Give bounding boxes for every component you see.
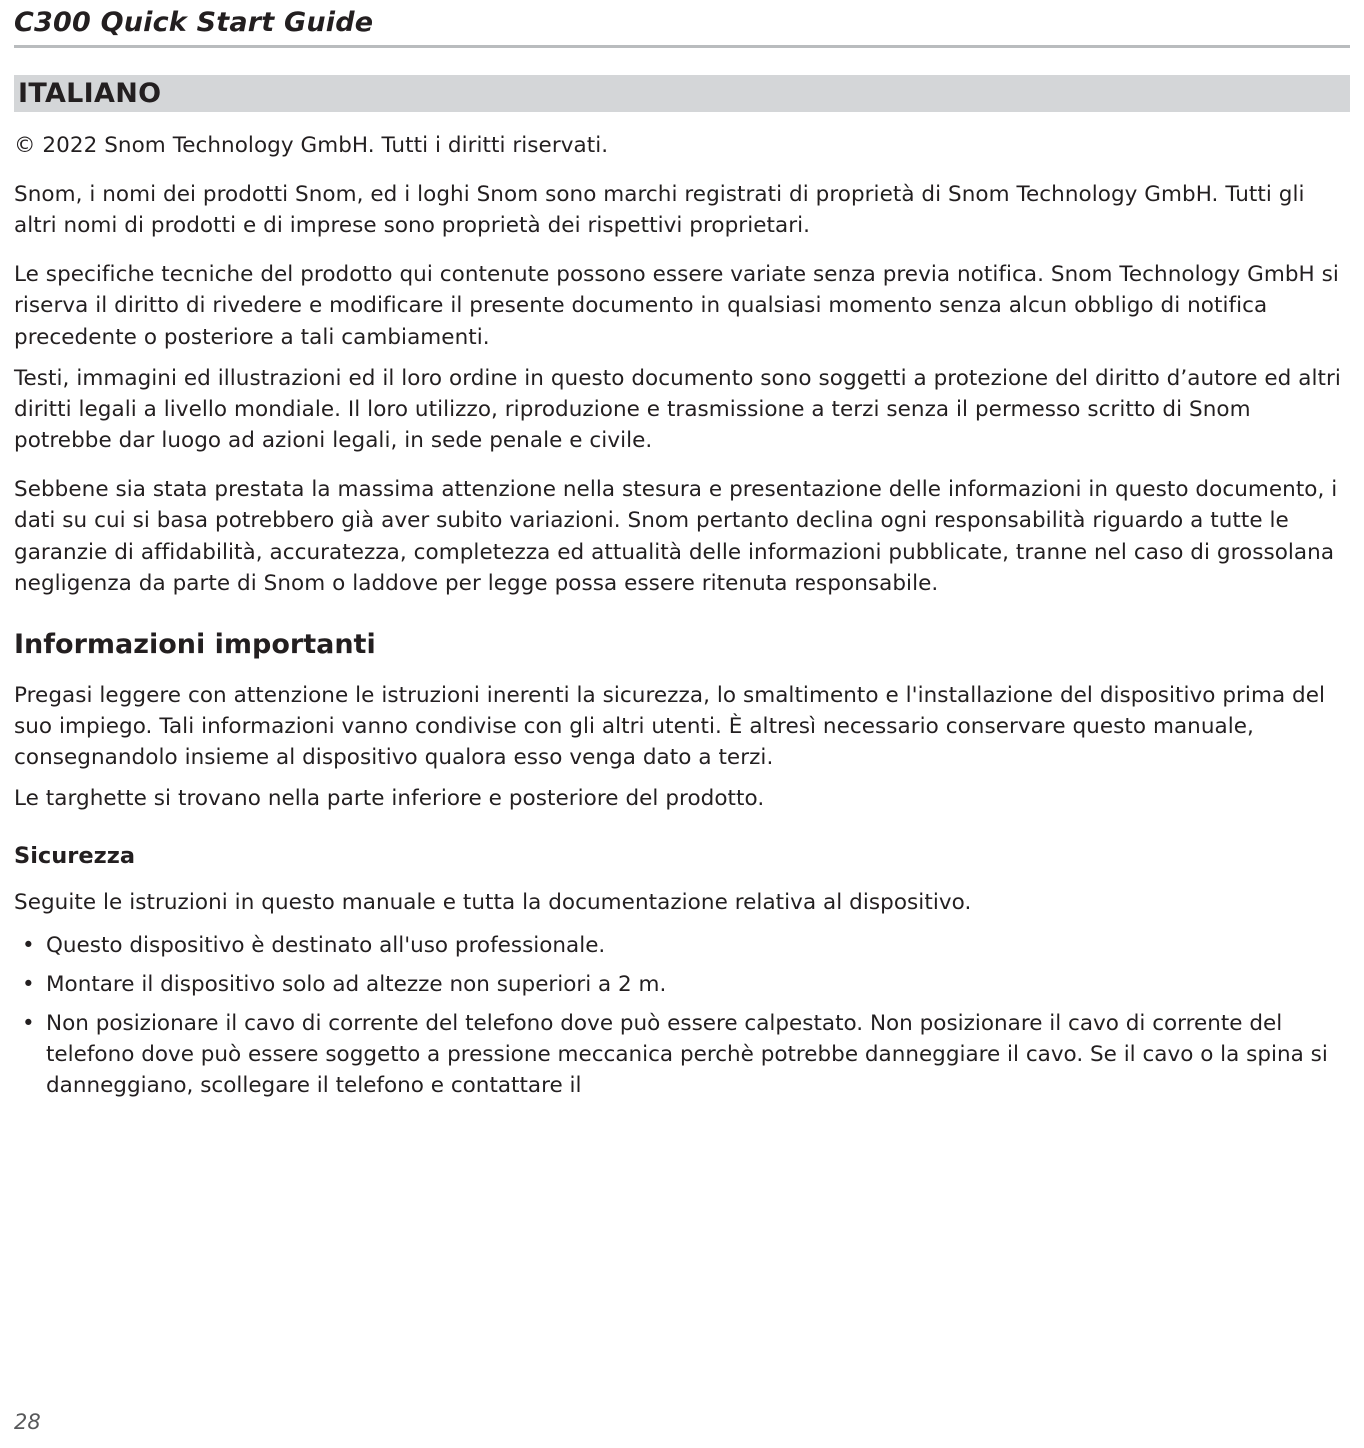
- language-label: ITALIANO: [18, 77, 162, 109]
- list-item: [14, 1008, 1350, 1110]
- copyright-paragraph: © 2022 Snom Technology GmbH. Tutti i diritti riservati.: [14, 132, 609, 158]
- header-divider: [14, 45, 1350, 48]
- labels-location-paragraph: Le targhette si trovano nella parte inferiore e posteriore del prodotto.: [14, 786, 765, 812]
- header-title: C300 Quick Start Guide: [14, 7, 374, 38]
- list-item: [14, 969, 1350, 1008]
- bullet-icon: •: [22, 1011, 35, 1037]
- language-section-bar: [14, 75, 1350, 112]
- copyright-protection-paragraph: Testi, immagini ed illustrazioni ed il loro ordine in questo documento sono soggetti a protezione del diritto d’autore ed altri diritti legali a livello mondiale. Il loro utilizzo, riproduzione e trasmissione a terzi senza il permesso scritto di Snom potrebbe dar luogo ad azioni legali, in sede penale e civile.: [14, 365, 1341, 454]
- disclaimer-paragraph: Sebbene sia stata prestata la massima attenzione nella stesura e presentazione delle informazioni in questo documento, i dati su cui si basa potrebbero già aver subito variazioni. Snom pertanto declina ogni responsabilità riguardo a tutte le garanzie di affidabilità, accuratezza, completezza ed attualità delle informazioni pubblicate, tranne nel caso di grossolana negligenza da parte di Snom o laddove per legge possa essere ritenuta responsabile.: [14, 477, 1338, 596]
- safety-bullet-list: [14, 918, 1350, 1110]
- page-header: [14, 0, 1350, 48]
- safety-intro-paragraph: Seguite le istruzioni in questo manuale e tutta la documentazione relativa al dispositivo.: [14, 889, 972, 915]
- section-heading-safety: Sicurezza: [14, 842, 136, 869]
- list-item-text: Questo dispositivo è destinato all'uso professionale.: [46, 932, 606, 958]
- bullet-icon: •: [22, 971, 35, 997]
- bullet-icon: •: [22, 932, 35, 958]
- list-item-text: Non posizionare il cavo di corrente del telefono dove può essere calpestato. Non posizionare il cavo di corrente del telefono dove può essere soggetto a pressione meccanica perchè potrebbe danneggiare il cavo. Se il cavo o la spina si danneggiano, scollegare il telefono e contattare il: [46, 1011, 1328, 1099]
- trademark-paragraph: Snom, i nomi dei prodotti Snom, ed i loghi Snom sono marchi registrati di proprietà di Snom Technology GmbH. Tutti gli altri nomi di prodotti e di imprese sono proprietà dei rispettivi proprietari.: [14, 181, 1305, 239]
- section-heading-important-info: Informazioni importanti: [14, 628, 376, 660]
- specifications-paragraph: Le specifiche tecniche del prodotto qui contenute possono essere variate senza previa notifica. Snom Technology GmbH si riserva il diritto di rivedere e modificare il presente documento in qualsiasi momento senza alcun obbligo di notifica precedente o posteriore a tali cambiamenti.: [14, 262, 1339, 350]
- page-number: 28: [14, 1410, 41, 1434]
- list-item: [14, 930, 1350, 969]
- list-item-text: Montare il dispositivo solo ad altezze non superiori a 2 m.: [46, 971, 667, 997]
- important-info-paragraph: Pregasi leggere con attenzione le istruzioni inerenti la sicurezza, lo smaltimento e l'installazione del dispositivo prima del suo impiego. Tali informazioni vanno condivise con gli altri utenti. È altresì necessario conservare questo manuale, consegnandolo insieme al dispositivo qualora esso venga dato a terzi.: [14, 682, 1326, 771]
